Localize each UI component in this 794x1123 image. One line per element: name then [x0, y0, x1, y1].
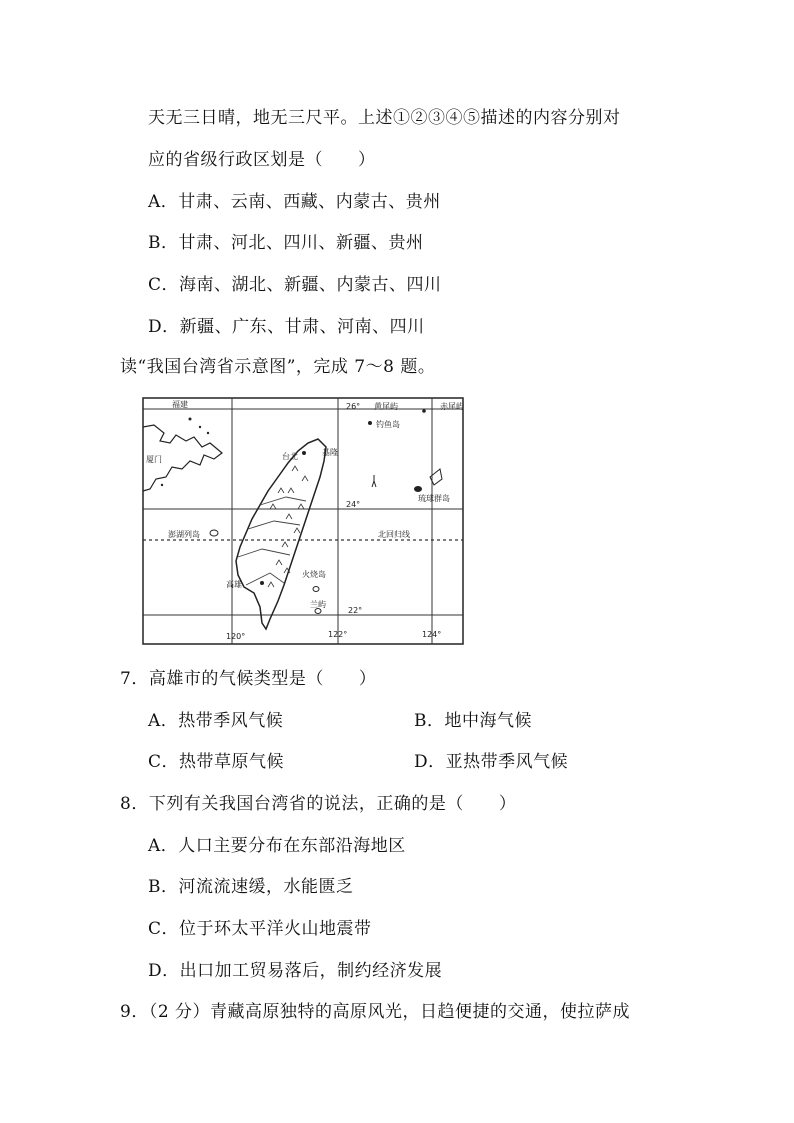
q7-option-a: A．热带季风气候: [148, 711, 284, 731]
q8-option-a: A．人口主要分布在东部沿海地区: [148, 836, 406, 856]
label-penghu: 澎湖列岛: [168, 530, 200, 539]
county-boundary: [248, 521, 300, 529]
label-diaoyudao: 钓鱼岛: [376, 420, 400, 429]
kaohsiung-city-dot: [260, 581, 264, 585]
q8-option-d: D．出口加工贸易落后，制约经济发展: [148, 961, 443, 981]
mountain-symbols: [268, 466, 308, 587]
lanyu-island: [315, 609, 321, 614]
coast-islet: [189, 418, 192, 421]
label-huoshaodao: 火烧岛: [302, 570, 326, 579]
label-chiweiyu: 赤尾屿: [440, 402, 464, 411]
label-huangweiyu: 黄尾屿: [374, 402, 398, 411]
q6-option-b: B．甘肃、河北、四川、新疆、贵州: [148, 233, 424, 253]
county-boundary: [260, 497, 306, 505]
chiweiyu-island: [422, 409, 426, 413]
q9-stem: 9．（2 分）青藏高原独特的高原风光，日趋便捷的交通，使拉萨成: [120, 1002, 631, 1022]
q7-option-b: B．地中海气候: [414, 711, 532, 731]
q8-option-b: B．河流流速缓，水能匮乏: [148, 877, 354, 897]
q6-option-a: A．甘肃、云南、西藏、内蒙古、贵州: [148, 192, 441, 212]
q6-stem-line1: 天无三日晴，地无三尺平。上述①②③④⑤描述的内容分别对: [148, 108, 621, 128]
map-intro: 读“我国台湾省示意图”，完成 7～8 题。: [120, 357, 436, 377]
penghu-island: [210, 530, 218, 536]
label-taipei: 台北: [282, 452, 298, 461]
label-lat-22: 22°: [348, 606, 363, 615]
q7-option-c: C．热带草原气候: [148, 752, 285, 772]
label-lat-24: 24°: [346, 500, 361, 509]
label-fujian: 福建: [172, 400, 188, 409]
label-lon-122: 122°: [328, 630, 348, 639]
taiwan-map-svg: [142, 397, 464, 645]
label-keelung: 基隆: [322, 448, 338, 457]
small-island-mark: [372, 481, 376, 487]
q6-stem-line2: 应的省级行政区划是（ ）: [148, 150, 376, 170]
label-ryukyu: 琉球群岛: [418, 494, 450, 503]
label-lon-120: 120°: [226, 632, 246, 641]
taiwan-map: [142, 397, 464, 645]
coast-islet: [207, 432, 209, 434]
taipei-city-dot: [302, 451, 306, 455]
q6-option-d: D．新疆、广东、甘肃、河南、四川: [148, 317, 425, 337]
map-frame: [143, 398, 463, 644]
label-kaohsiung: 高雄: [226, 580, 242, 589]
label-lat-26: 26°: [346, 402, 361, 411]
q8-stem: 8．下列有关我国台湾省的说法，正确的是（ ）: [120, 794, 517, 814]
coast-islet: [199, 426, 201, 428]
huoshaodao-island: [313, 587, 319, 592]
ryukyu-island: [414, 486, 422, 492]
label-tropic: 北回归线: [378, 530, 410, 539]
q7-option-d: D．亚热带季风气候: [414, 752, 569, 772]
label-xiamen: 厦门: [146, 455, 162, 464]
label-lon-124: 124°: [422, 630, 442, 639]
county-boundary: [246, 573, 284, 585]
label-lanyu: 兰屿: [310, 600, 326, 609]
q7-stem: 7．高雄市的气候类型是（ ）: [120, 669, 377, 689]
q6-option-c: C．海南、湖北、新疆、内蒙古、四川: [148, 275, 442, 295]
q8-option-c: C．位于环太平洋火山地震带: [148, 919, 372, 939]
diaoyudao-island: [368, 421, 372, 425]
coast-islet: [161, 484, 163, 486]
county-boundary: [238, 549, 290, 557]
